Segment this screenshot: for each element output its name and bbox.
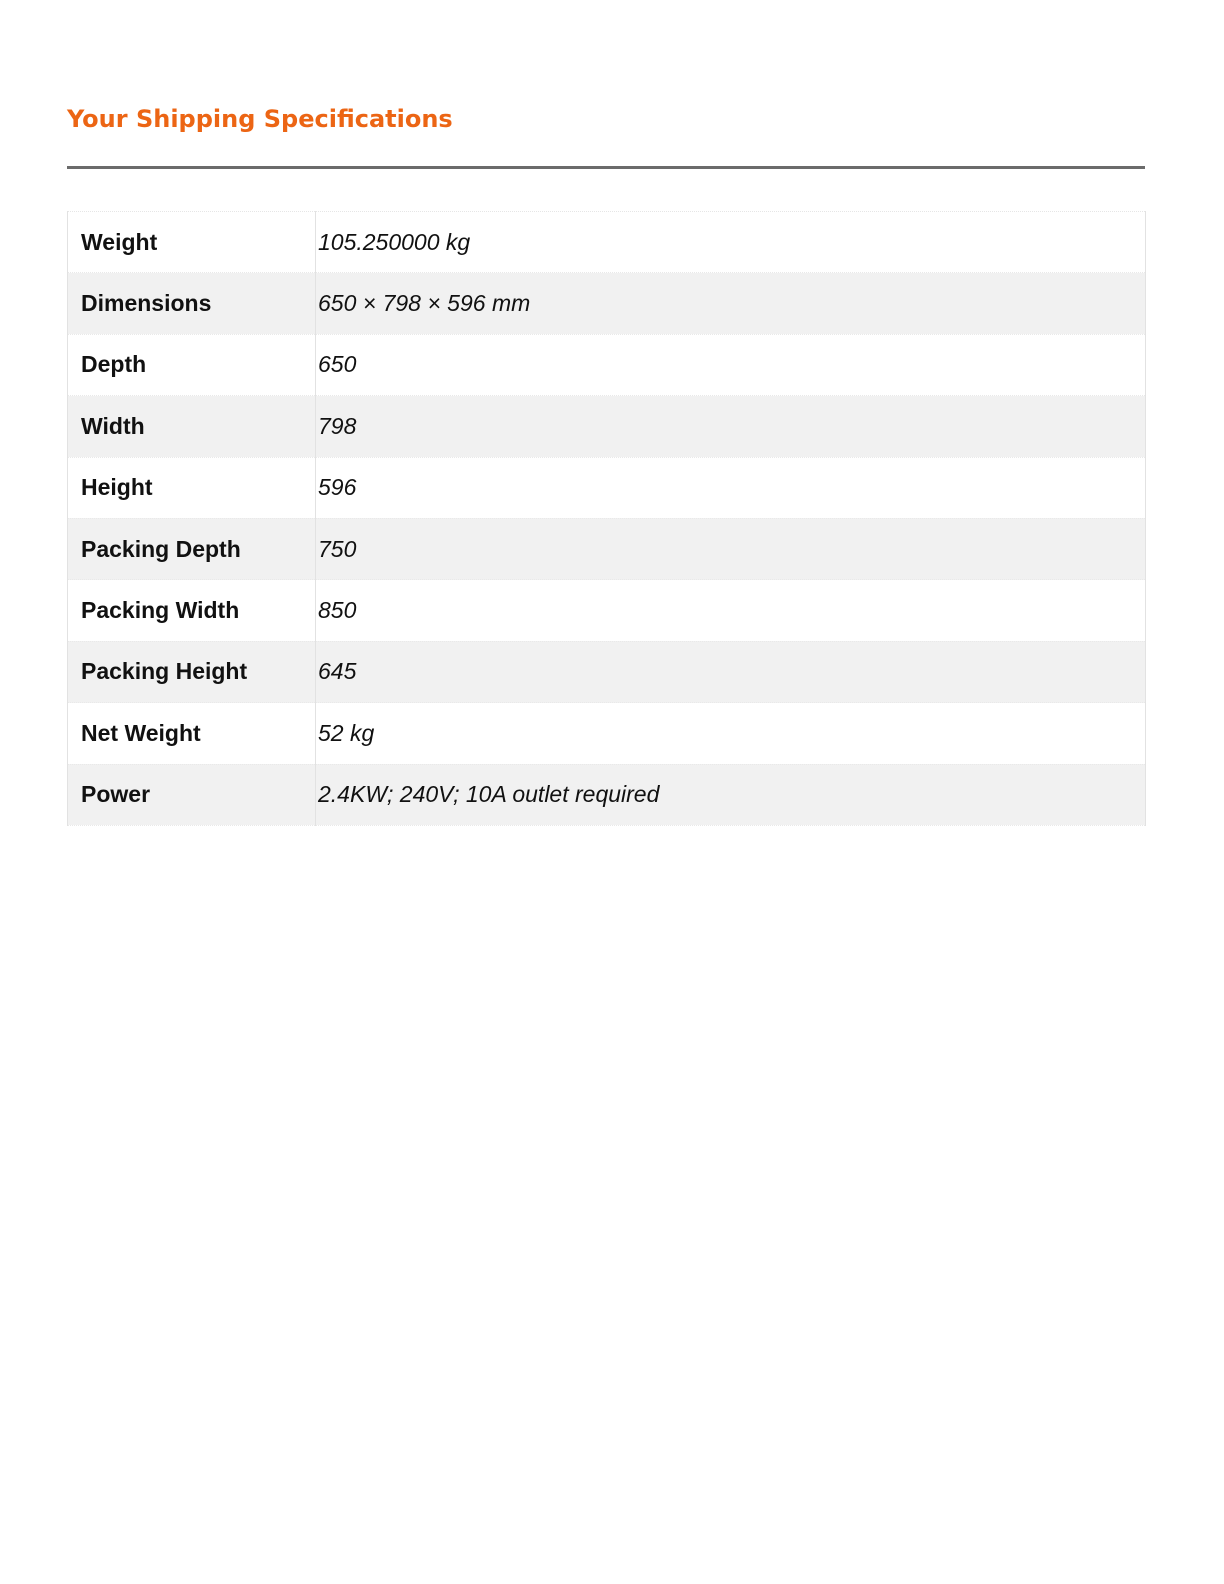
spec-row-dimensions xyxy=(68,273,1146,334)
spec-value: 645 xyxy=(316,641,1146,702)
spec-value: 750 xyxy=(316,518,1146,579)
spec-row-depth xyxy=(68,334,1146,395)
page-title: Your Shipping Specifications xyxy=(67,105,453,133)
spec-row-packing-width xyxy=(68,580,1146,641)
spec-row-height xyxy=(68,457,1146,518)
spec-row-width xyxy=(68,396,1146,457)
spec-label: Packing Width xyxy=(68,580,316,641)
spec-value: 105.250000 kg xyxy=(316,212,1146,273)
spec-value: 850 xyxy=(316,580,1146,641)
title-divider xyxy=(67,166,1145,169)
spec-label: Height xyxy=(68,457,316,518)
spec-value: 596 xyxy=(316,457,1146,518)
specifications-table xyxy=(67,211,1146,826)
spec-value: 650 xyxy=(316,334,1146,395)
spec-row-packing-depth xyxy=(68,518,1146,579)
spec-label: Power xyxy=(68,764,316,825)
spec-label: Weight xyxy=(68,212,316,273)
spec-value: 2.4KW; 240V; 10A outlet required xyxy=(316,764,1146,825)
spec-value: 650 × 798 × 596 mm xyxy=(316,273,1146,334)
spec-label: Packing Height xyxy=(68,641,316,702)
spec-label: Dimensions xyxy=(68,273,316,334)
spec-row-packing-height xyxy=(68,641,1146,702)
spec-label: Width xyxy=(68,396,316,457)
spec-value: 798 xyxy=(316,396,1146,457)
spec-label: Net Weight xyxy=(68,703,316,764)
spec-row-net-weight xyxy=(68,703,1146,764)
spec-label: Depth xyxy=(68,334,316,395)
spec-row-weight xyxy=(68,212,1146,273)
spec-value: 52 kg xyxy=(316,703,1146,764)
spec-label: Packing Depth xyxy=(68,518,316,579)
spec-row-power xyxy=(68,764,1146,825)
